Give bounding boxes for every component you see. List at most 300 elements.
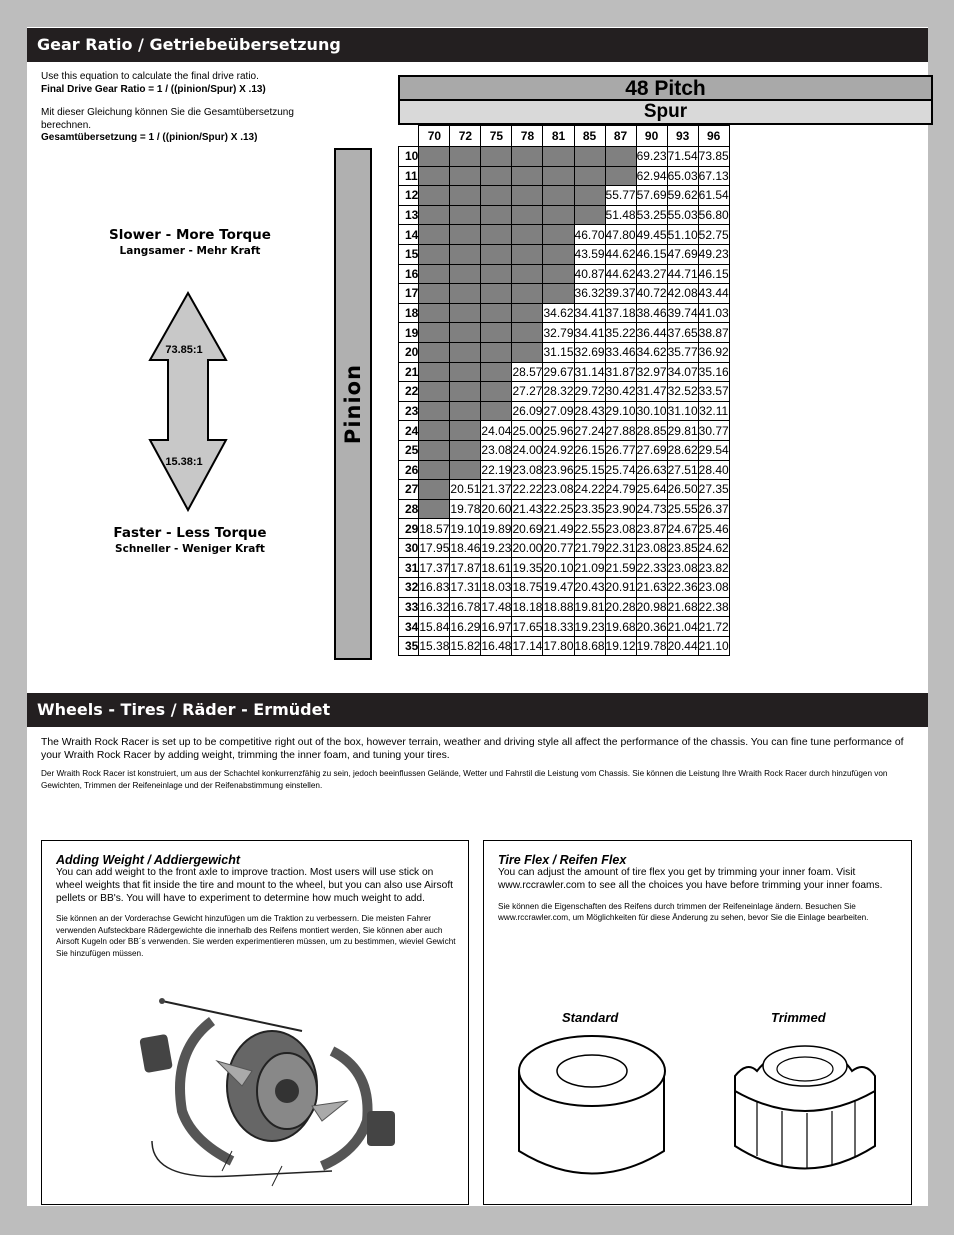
ratio-cell: 55.03 [667,205,698,225]
ratio-cell: 23.82 [698,558,729,578]
ratio-cell: 21.63 [636,578,667,598]
ratio-cell: 34.62 [543,303,574,323]
spur-header-cell: 78 [512,126,543,147]
empty-cell [512,225,543,245]
ratio-cell: 28.62 [667,440,698,460]
ratio-cell: 27.88 [605,421,636,441]
empty-cell [419,323,450,343]
ratio-cell: 19.78 [450,499,481,519]
spur-header-cell: 72 [450,126,481,147]
ratio-cell: 18.46 [450,538,481,558]
adding-weight-body-de: Sie können an der Vorderachse Gewicht hinzufügen um die Traktion zu verbessern. Die meisten Fahrer verwenden Aufsteckbare Rädergewichte die innerhalb des Reifens montiert werden, Sie können aber auch Airsoft Kugeln oder BB´s verwenden. Sie werden experimentieren müssen, um zu bestimmen, wieviel Gewicht Sie hinzufügen müssen. [56,914,456,958]
empty-cell [450,284,481,304]
ratio-cell: 27.24 [574,421,605,441]
ratio-cell: 31.87 [605,362,636,382]
ratio-cell: 55.77 [605,186,636,206]
gear-intro-de [41,107,321,145]
empty-cell [605,147,636,167]
empty-cell [450,440,481,460]
table-row [399,382,730,402]
ratio-cell: 18.33 [543,617,574,637]
ratio-cell: 18.75 [512,578,543,598]
empty-cell [605,166,636,186]
table-row [399,166,730,186]
ratio-cell: 26.37 [698,499,729,519]
ratio-cell: 32.69 [574,342,605,362]
spur-header-cell: 81 [543,126,574,147]
table-row [399,186,730,206]
adding-weight-body-en: You can add weight to the front axle to improve traction. Most users will use stick on wheel weights that fit inside the tire and mount to the wheel, but you can also use Airsoft pellets or BB's. You will have to experiment to determine how much weight to add. [56,867,453,904]
ratio-cell: 18.68 [574,636,605,656]
ratio-cell: 47.80 [605,225,636,245]
empty-cell [450,323,481,343]
empty-cell [450,421,481,441]
empty-cell [481,186,512,206]
empty-cell [512,147,543,167]
empty-cell [450,460,481,480]
table-row [399,362,730,382]
ratio-cell: 17.14 [512,636,543,656]
ratio-cell: 22.55 [574,519,605,539]
empty-cell [543,205,574,225]
spur-title: Spur [398,101,933,125]
ratio-cell: 24.62 [698,538,729,558]
ratio-cell: 47.69 [667,244,698,264]
ratio-cell: 49.45 [636,225,667,245]
pinion-cell: 16 [399,264,419,284]
pinion-cell: 33 [399,597,419,617]
ratio-cell: 23.87 [636,519,667,539]
ratio-cell: 40.87 [574,264,605,284]
ratio-cell: 16.78 [450,597,481,617]
ratio-cell: 51.48 [605,205,636,225]
ratio-cell: 26.63 [636,460,667,480]
ratio-cell: 17.31 [450,578,481,598]
empty-cell [512,244,543,264]
empty-cell [512,205,543,225]
table-row [399,264,730,284]
ratio-cell: 43.44 [698,284,729,304]
ratio-cell: 28.40 [698,460,729,480]
ratio-cell: 31.15 [543,342,574,362]
ratio-cell: 18.61 [481,558,512,578]
ratio-cell: 24.79 [605,480,636,500]
ratio-cell: 34.41 [574,323,605,343]
ratio-cell: 20.91 [605,578,636,598]
ratio-cell: 20.60 [481,499,512,519]
ratio-cell: 24.73 [636,499,667,519]
pinion-cell: 15 [399,244,419,264]
empty-cell [450,303,481,323]
ratio-cell: 16.32 [419,597,450,617]
ratio-cell: 46.15 [636,244,667,264]
top-ratio-label: 73.85:1 [165,344,203,356]
ratio-cell: 30.10 [636,401,667,421]
empty-cell [512,264,543,284]
ratio-cell: 30.42 [605,382,636,402]
ratio-cell: 21.68 [667,597,698,617]
empty-cell [512,342,543,362]
tire-flex-body-en: You can adjust the amount of tire flex you get by trimming your inner foam. Visit www.rccrawler.com to see all the choices you have before trimming your inner foams. [498,867,883,891]
ratio-cell: 20.77 [543,538,574,558]
ratio-cell: 21.59 [605,558,636,578]
empty-cell [419,264,450,284]
ratio-cell: 37.18 [605,303,636,323]
ratio-cell: 29.10 [605,401,636,421]
empty-cell [419,225,450,245]
ratio-cell: 27.35 [698,480,729,500]
ratio-cell: 33.46 [605,342,636,362]
ratio-cell: 53.25 [636,205,667,225]
table-row [399,558,730,578]
pinion-cell: 13 [399,205,419,225]
ratio-cell: 22.33 [636,558,667,578]
ratio-cell: 23.35 [574,499,605,519]
pinion-cell: 10 [399,147,419,167]
table-row [399,597,730,617]
double-arrow-icon [105,265,275,515]
ratio-cell: 31.47 [636,382,667,402]
empty-cell [419,480,450,500]
empty-cell [512,284,543,304]
ratio-cell: 25.64 [636,480,667,500]
pinion-cell: 29 [399,519,419,539]
empty-cell [419,244,450,264]
pinion-cell: 26 [399,460,419,480]
ratio-cell: 19.10 [450,519,481,539]
ratio-cell: 44.71 [667,264,698,284]
empty-cell [419,499,450,519]
ratio-cell: 26.77 [605,440,636,460]
pinion-cell: 24 [399,421,419,441]
ratio-cell: 43.59 [574,244,605,264]
ratio-cell: 17.65 [512,617,543,637]
ratio-cell: 27.69 [636,440,667,460]
empty-cell [512,323,543,343]
ratio-cell: 73.85 [698,147,729,167]
ratio-cell: 18.18 [512,597,543,617]
ratio-cell: 17.48 [481,597,512,617]
empty-cell [419,147,450,167]
empty-cell [543,244,574,264]
ratio-cell: 15.84 [419,617,450,637]
faster-label-de: Schneller - Weniger Kraft [115,543,265,555]
table-row [399,636,730,656]
empty-cell [543,147,574,167]
ratio-cell: 38.87 [698,323,729,343]
ratio-cell: 46.70 [574,225,605,245]
bottom-ratio-label: 15.38:1 [165,456,203,468]
ratio-cell: 29.54 [698,440,729,460]
empty-cell [450,382,481,402]
ratio-cell: 29.67 [543,362,574,382]
ratio-cell: 20.98 [636,597,667,617]
empty-cell [419,382,450,402]
ratio-cell: 32.97 [636,362,667,382]
ratio-cell: 19.68 [605,617,636,637]
ratio-cell: 20.00 [512,538,543,558]
ratio-cell: 16.97 [481,617,512,637]
empty-cell [543,264,574,284]
trimmed-label: Trimmed [771,1010,826,1025]
empty-cell [481,342,512,362]
ratio-cell: 22.22 [512,480,543,500]
standard-label: Standard [562,1010,619,1025]
table-row [399,342,730,362]
empty-cell [481,362,512,382]
ratio-cell: 29.81 [667,421,698,441]
empty-cell [481,303,512,323]
ratio-cell: 23.08 [605,519,636,539]
ratio-cell: 28.32 [543,382,574,402]
ratio-cell: 65.03 [667,166,698,186]
empty-cell [419,401,450,421]
empty-cell [481,264,512,284]
table-row [399,480,730,500]
empty-cell [512,186,543,206]
ratio-cell: 20.44 [667,636,698,656]
ratio-cell: 34.62 [636,342,667,362]
ratio-cell: 61.54 [698,186,729,206]
gear-grid [398,125,730,656]
trimmed-foam-icon [727,1031,887,1191]
empty-cell [512,166,543,186]
ratio-cell: 39.37 [605,284,636,304]
empty-cell [543,166,574,186]
table-row [399,578,730,598]
ratio-cell: 19.47 [543,578,574,598]
ratio-cell: 28.43 [574,401,605,421]
pinion-cell: 20 [399,342,419,362]
empty-cell [481,147,512,167]
gear-intro-text-de: Mit dieser Gleichung können Sie die Gesamtübersetzung berechnen. [41,107,294,131]
empty-cell [481,244,512,264]
ratio-cell: 32.52 [667,382,698,402]
ratio-cell: 27.51 [667,460,698,480]
manual-page [27,27,928,1206]
ratio-cell: 24.00 [512,440,543,460]
table-row [399,244,730,264]
ratio-cell: 17.37 [419,558,450,578]
empty-cell [450,264,481,284]
ratio-cell: 35.16 [698,362,729,382]
ratio-cell: 20.51 [450,480,481,500]
ratio-cell: 23.85 [667,538,698,558]
ratio-cell: 40.72 [636,284,667,304]
spur-header-cell: 70 [419,126,450,147]
table-row [399,303,730,323]
table-row [399,538,730,558]
pinion-cell: 27 [399,480,419,500]
empty-cell [419,440,450,460]
ratio-cell: 21.49 [543,519,574,539]
ratio-cell: 21.79 [574,538,605,558]
ratio-cell: 36.32 [574,284,605,304]
standard-foam-icon [514,1031,674,1191]
empty-cell [419,186,450,206]
ratio-cell: 18.03 [481,578,512,598]
spur-header-cell: 96 [698,126,729,147]
ratio-cell: 21.72 [698,617,729,637]
ratio-cell: 16.83 [419,578,450,598]
empty-cell [419,421,450,441]
ratio-cell: 38.46 [636,303,667,323]
ratio-cell: 37.65 [667,323,698,343]
ratio-cell: 19.12 [605,636,636,656]
slower-label-de: Langsamer - Mehr Kraft [119,245,261,257]
tire-flex-panel [483,840,912,1205]
ratio-cell: 25.96 [543,421,574,441]
pitch-title: 48 Pitch [398,75,933,101]
adding-weight-title: Adding Weight / Addiergewicht [56,853,241,867]
ratio-cell: 25.15 [574,460,605,480]
ratio-cell: 62.94 [636,166,667,186]
pinion-cell: 21 [399,362,419,382]
ratio-cell: 15.82 [450,636,481,656]
empty-cell [419,166,450,186]
ratio-cell: 26.09 [512,401,543,421]
empty-cell [481,205,512,225]
ratio-cell: 25.55 [667,499,698,519]
ratio-cell: 19.81 [574,597,605,617]
ratio-cell: 25.74 [605,460,636,480]
empty-cell [450,225,481,245]
ratio-cell: 18.88 [543,597,574,617]
empty-cell [481,166,512,186]
ratio-cell: 43.27 [636,264,667,284]
pinion-cell: 34 [399,617,419,637]
gear-formula-de: Gesamtübersetzung = 1 / ((pinion/Spur) X .13) [41,132,258,143]
ratio-cell: 19.35 [512,558,543,578]
empty-cell [450,166,481,186]
empty-cell [450,147,481,167]
ratio-cell: 32.11 [698,401,729,421]
corner-cell [399,126,419,147]
ratio-cell: 28.85 [636,421,667,441]
ratio-cell: 20.28 [605,597,636,617]
ratio-cell: 19.23 [574,617,605,637]
pinion-cell: 23 [399,401,419,421]
ratio-cell: 21.10 [698,636,729,656]
empty-cell [481,401,512,421]
ratio-cell: 19.89 [481,519,512,539]
ratio-cell: 20.69 [512,519,543,539]
empty-cell [574,166,605,186]
ratio-cell: 19.23 [481,538,512,558]
table-row [399,225,730,245]
ratio-cell: 17.87 [450,558,481,578]
ratio-cell: 27.27 [512,382,543,402]
ratio-cell: 69.23 [636,147,667,167]
spur-header-cell: 93 [667,126,698,147]
empty-cell [419,205,450,225]
pinion-cell: 31 [399,558,419,578]
ratio-cell: 28.57 [512,362,543,382]
adding-weight-panel [41,840,469,1205]
ratio-cell: 57.69 [636,186,667,206]
ratio-cell: 46.15 [698,264,729,284]
empty-cell [419,342,450,362]
torque-arrow-graphic [105,227,275,567]
ratio-cell: 23.08 [698,578,729,598]
ratio-cell: 36.92 [698,342,729,362]
spur-header-cell: 87 [605,126,636,147]
pinion-cell: 18 [399,303,419,323]
ratio-cell: 31.14 [574,362,605,382]
empty-cell [574,205,605,225]
table-row [399,284,730,304]
ratio-cell: 23.08 [481,440,512,460]
table-row [399,323,730,343]
ratio-cell: 34.07 [667,362,698,382]
ratio-cell: 23.90 [605,499,636,519]
pinion-cell: 30 [399,538,419,558]
empty-cell [543,186,574,206]
ratio-cell: 16.48 [481,636,512,656]
ratio-cell: 25.46 [698,519,729,539]
ratio-cell: 35.22 [605,323,636,343]
empty-cell [481,323,512,343]
empty-cell [481,284,512,304]
pinion-cell: 17 [399,284,419,304]
ratio-cell: 30.77 [698,421,729,441]
wheels-intro-de: Der Wraith Rock Racer ist konstruiert, um aus der Schachtel konkurrenzfähig zu sein, jedoch beeinflussen Gelände, Wetter und Fahrstil die Leistung vom Chassis. Sie können die Leistung Ihre Wraith Rock Racer durch hinzufügen von Gewichten, Trimmen der Reifeneinlage und der Reifenabstimmung einstellen. [41,769,888,790]
table-row [399,499,730,519]
wheels-intro-en: The Wraith Rock Racer is set up to be competitive right out of the box, however terrain, weather and driving style all affect the performance of the chassis. You can fine tune performance of your Wraith Rock Racer by adding weight, trimming the inner foam, and tuning your tires. [41,737,904,761]
ratio-cell: 17.95 [419,538,450,558]
ratio-cell: 67.13 [698,166,729,186]
ratio-cell: 23.08 [543,480,574,500]
ratio-cell: 52.75 [698,225,729,245]
ratio-cell: 56.80 [698,205,729,225]
gear-intro-en [41,71,321,96]
ratio-cell: 22.19 [481,460,512,480]
ratio-cell: 51.10 [667,225,698,245]
ratio-cell: 21.43 [512,499,543,519]
ratio-cell: 34.41 [574,303,605,323]
table-row [399,421,730,441]
ratio-cell: 44.62 [605,244,636,264]
ratio-cell: 16.29 [450,617,481,637]
faster-label: Faster - Less Torque [113,525,267,541]
empty-cell [512,303,543,323]
pinion-cell: 32 [399,578,419,598]
ratio-cell: 21.09 [574,558,605,578]
ratio-cell: 23.96 [543,460,574,480]
table-row [399,460,730,480]
table-row [399,205,730,225]
empty-cell [419,362,450,382]
table-row [399,519,730,539]
slower-label: Slower - More Torque [109,227,271,243]
ratio-cell: 25.00 [512,421,543,441]
pinion-cell: 28 [399,499,419,519]
empty-cell [481,382,512,402]
ratio-cell: 59.62 [667,186,698,206]
empty-cell [450,186,481,206]
ratio-cell: 22.38 [698,597,729,617]
ratio-cell: 20.10 [543,558,574,578]
gear-intro [41,71,321,156]
pinion-axis-label [334,148,372,660]
empty-cell [419,284,450,304]
pinion-cell: 25 [399,440,419,460]
ratio-cell: 21.37 [481,480,512,500]
ratio-cell: 17.80 [543,636,574,656]
pinion-cell: 19 [399,323,419,343]
ratio-cell: 41.03 [698,303,729,323]
empty-cell [543,225,574,245]
